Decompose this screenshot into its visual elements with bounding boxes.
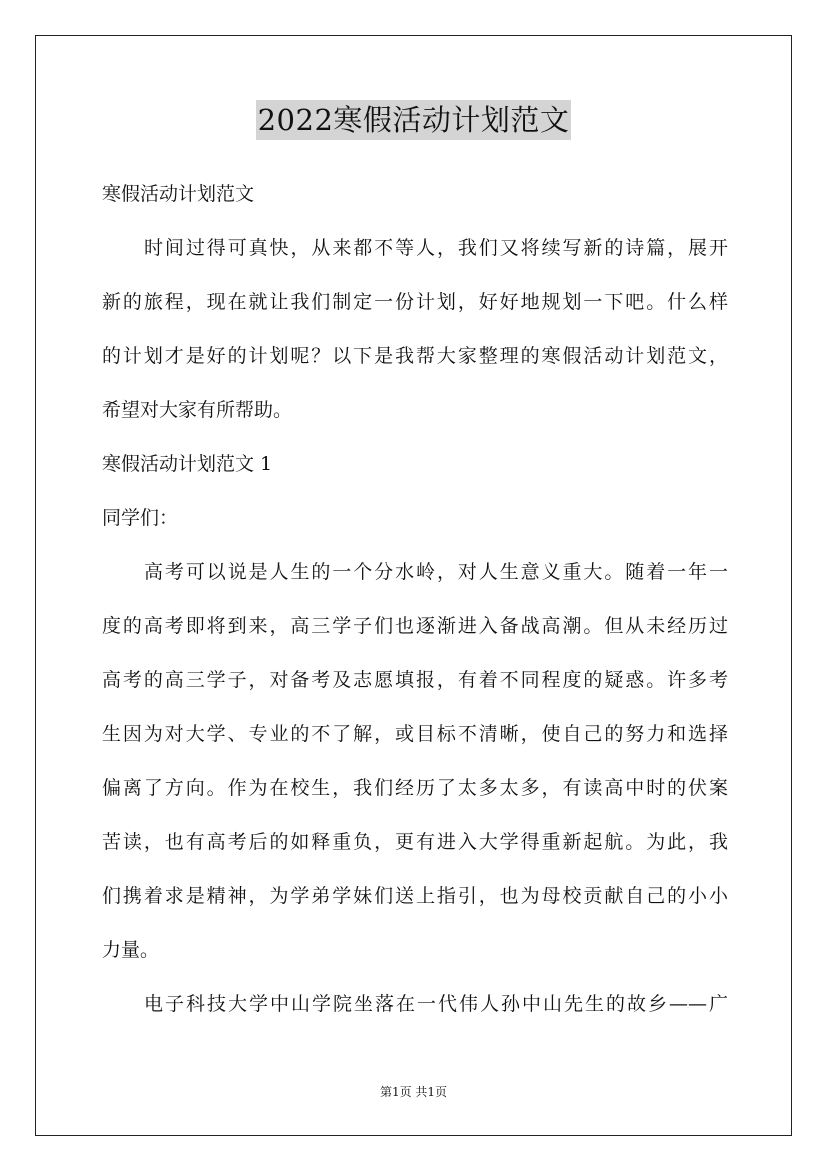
text-line: 偏离了方向。作为在校生，我们经历了太多太多，有读高中时的伏案 <box>102 777 728 799</box>
text-line: 高考的高三学子，对备考及志愿填报，有着不同程度的疑惑。许多考 <box>102 669 728 691</box>
document-title: 2022寒假活动计划范文 <box>256 100 572 140</box>
text-line: 新的旅程，现在就让我们制定一份计划，好好地规划一下吧。什么样 <box>102 291 728 313</box>
document-body <box>102 167 728 1031</box>
text-line: 希望对大家有所帮助。 <box>102 399 293 421</box>
title-container <box>0 100 827 140</box>
text-line: 时间过得可真快，从来都不等人，我们又将续写新的诗篇，展开 <box>144 237 728 259</box>
page-footer: 第1页 共1页 <box>379 1085 448 1099</box>
text-line: 高考可以说是人生的一个分水岭，对人生意义重大。随着一年一 <box>144 561 728 583</box>
text-line: 寒假活动计划范文 <box>102 183 255 205</box>
text-line: 力量。 <box>102 939 160 961</box>
text-line: 度的高考即将到来，高三学子们也逐渐进入备战高潮。但从未经历过 <box>102 615 728 637</box>
text-line: 同学们： <box>102 507 179 529</box>
text-line: 的计划才是好的计划呢？以下是我帮大家整理的寒假活动计划范文， <box>102 345 728 367</box>
text-line: 寒假活动计划范文 1 <box>102 453 273 475</box>
text-line: 们携着求是精神，为学弟学妹们送上指引，也为母校贡献自己的小小 <box>102 885 728 907</box>
text-line: 电子科技大学中山学院坐落在一代伟人孙中山先生的故乡——广 <box>144 993 728 1015</box>
text-line: 苦读，也有高考后的如释重负，更有进入大学得重新起航。为此，我 <box>102 831 728 853</box>
text-line: 生因为对大学、专业的不了解，或目标不清晰，使自己的努力和选择 <box>102 723 728 745</box>
